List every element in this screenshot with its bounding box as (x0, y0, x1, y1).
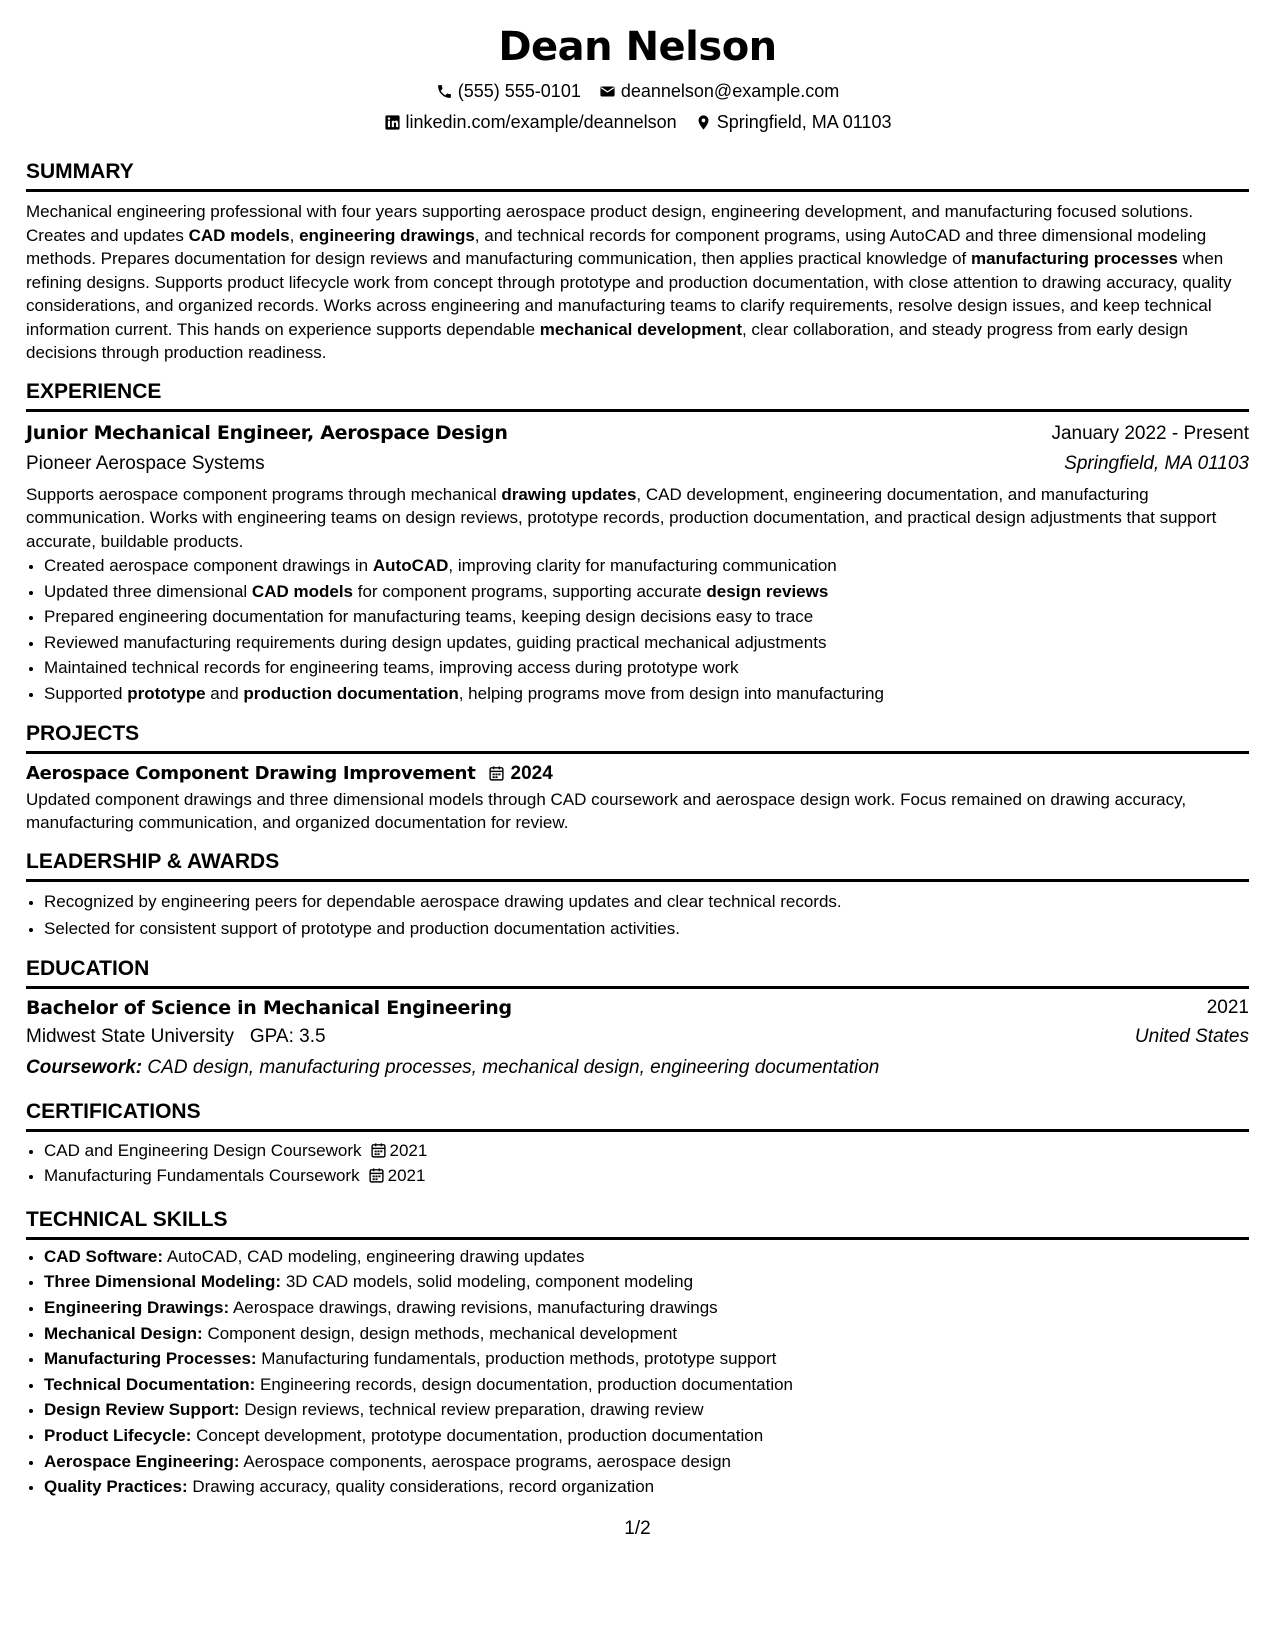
skill-label: CAD Software: (44, 1246, 164, 1266)
map-pin-icon (695, 113, 713, 131)
skill-value: Drawing accuracy, quality considerations, record organization (192, 1477, 655, 1497)
contact-phone (436, 80, 581, 102)
envelope-icon (599, 82, 617, 100)
email-link[interactable]: deannelson@example.com (620, 81, 840, 101)
list-item: • Selected for consistent support of prototype and production documentation activities. (44, 915, 1249, 942)
phone-icon (436, 82, 454, 100)
resume-content (26, 24, 1249, 1500)
list-item (44, 1163, 1249, 1189)
intro-part: Supports aerospace component programs through mechanical (26, 484, 502, 504)
list-item: • Maintained technical records for engineering teams, improving access during prototype work (44, 655, 1249, 681)
project-description: Updated component drawings and three dimensional models through CAD coursework and aerospace design work. Focus remained on drawing accuracy, manufacturing communication, and organized documentation for review. (26, 789, 1187, 833)
location-text: Springfield, MA 01103 (716, 112, 892, 132)
list-item (44, 1244, 1249, 1270)
contact-row-primary (26, 80, 1249, 102)
section-title-certifications: CERTIFICATIONS (26, 1099, 1249, 1132)
coursework (26, 1054, 1249, 1081)
job-intro (26, 483, 1249, 554)
intro-part: , CAD development, engineering documentation, and manufacturing communication. Works with engineering teams on design reviews, prototype records, production documentation, and practical design adjustments that support accurate, buildable products. (26, 484, 1217, 551)
certification-year: 2021 (389, 1140, 428, 1160)
leadership-section (26, 849, 1249, 942)
skills-section (26, 1207, 1249, 1500)
school-name: Midwest State University (26, 1025, 235, 1047)
calendar-icon (368, 1167, 385, 1184)
contact-row-secondary (26, 111, 1249, 133)
project-date (488, 763, 553, 785)
skill-label: Manufacturing Processes: (44, 1349, 257, 1369)
summary-part: , clear collaboration, and steady progress from early design decisions through production readiness. (26, 319, 1188, 362)
summary-part: , and technical records for component programs, using AutoCAD and three dimensional modeling methods. Prepares documentation for design reviews and manufacturing communication, then applies practical knowledge of (26, 225, 1207, 268)
skill-value: Aerospace drawings, drawing revisions, manufacturing drawings (232, 1297, 718, 1317)
gpa: GPA: 3.5 (249, 1025, 326, 1047)
contact-location (695, 111, 892, 133)
project-header (26, 762, 1249, 786)
section-title-leadership: LEADERSHIP & AWARDS (26, 849, 1249, 882)
projects-section (26, 721, 1249, 835)
list-item: • Recognized by engineering peers for dependable aerospace drawing updates and clear technical records. (44, 888, 1249, 915)
certification-year: 2021 (387, 1166, 426, 1186)
linkedin-icon (384, 113, 402, 131)
coursework-label: Coursework: (26, 1056, 143, 1078)
list-item (44, 1295, 1249, 1321)
list-item (44, 1321, 1249, 1347)
education-school-row (26, 1024, 1249, 1050)
skill-value: 3D CAD models, solid modeling, component modeling (285, 1272, 694, 1292)
summary-keyword: engineering drawings (299, 225, 475, 245)
intro-keyword: drawing updates (501, 484, 637, 504)
job-company: Pioneer Aerospace Systems (26, 452, 265, 474)
skill-value: Design reviews, technical review preparation, drawing review (244, 1400, 704, 1420)
certification-name: • CAD and Engineering Design Coursework (44, 1140, 362, 1160)
certification-name: • Manufacturing Fundamentals Coursework (44, 1166, 360, 1186)
project-name: Aerospace Component Drawing Improvement (26, 762, 476, 784)
skill-value: Aerospace components, aerospace programs, aerospace design (243, 1451, 731, 1471)
linkedin-link[interactable]: linkedin.com/example/deannelson (405, 112, 677, 132)
skill-value: Manufacturing fundamentals, production methods, prototype support (261, 1349, 777, 1369)
school-info (26, 1024, 326, 1050)
list-item: • Created aerospace component drawings in AutoCAD, improving clarity for manufacturing communication (44, 553, 1249, 579)
project-year: 2024 (510, 762, 553, 784)
degree-name: Bachelor of Science in Mechanical Engineering (26, 996, 512, 1019)
summary-section (26, 159, 1249, 365)
summary-text (26, 200, 1249, 365)
candidate-name: Dean Nelson (498, 24, 777, 70)
certification-date (370, 1138, 428, 1164)
skill-label: Design Review Support: (44, 1400, 240, 1420)
certifications-list (26, 1138, 1249, 1189)
job-title: Junior Mechanical Engineer, Aerospace Design (26, 421, 508, 444)
list-item (44, 1346, 1249, 1372)
calendar-icon (488, 765, 505, 782)
list-item (44, 1372, 1249, 1398)
skill-label: Quality Practices: (44, 1477, 188, 1497)
section-title-experience: EXPERIENCE (26, 379, 1249, 412)
education-degree-row (26, 995, 1249, 1021)
skill-value: AutoCAD, CAD modeling, engineering drawing updates (166, 1246, 585, 1266)
page-number: 1/2 (624, 1518, 651, 1539)
skill-label: Mechanical Design: (44, 1323, 203, 1343)
list-item (44, 1269, 1249, 1295)
list-item: • Supported prototype and production documentation, helping programs move from design into manufacturing (44, 681, 1249, 707)
certifications-section (26, 1099, 1249, 1189)
experience-section (26, 379, 1249, 707)
summary-part: , (289, 225, 300, 245)
skill-value: Component design, design methods, mechanical development (207, 1323, 678, 1343)
skill-label: Aerospace Engineering: (44, 1451, 240, 1471)
summary-keyword: mechanical development (539, 319, 742, 339)
skill-label: Technical Documentation: (44, 1374, 256, 1394)
list-item (44, 1449, 1249, 1475)
skills-list (26, 1244, 1249, 1500)
contact-email (599, 80, 839, 102)
summary-keyword: manufacturing processes (970, 249, 1178, 268)
skill-value: Engineering records, design documentation, production documentation (260, 1374, 794, 1394)
calendar-icon (370, 1142, 387, 1159)
leadership-list (26, 888, 1249, 942)
phone-text: (555) 555-0101 (457, 81, 581, 101)
job-header (26, 420, 1249, 447)
summary-part: when refining designs. Supports product lifecycle work from concept through prototype and production documentation, with close attention to drawing accuracy, quality considerations, and organized records. Works across engineering and manufacturing teams to clarify requirements, resolve design issues, and keep technical information current. This hands on experience supports dependable (26, 249, 1232, 339)
section-title-summary: SUMMARY (26, 159, 1249, 192)
degree-year: 2021 (1206, 996, 1249, 1018)
job-location: Springfield, MA 01103 (1064, 452, 1249, 474)
coursework-list: CAD design, manufacturing processes, mechanical design, engineering documentation (147, 1056, 880, 1078)
summary-keyword: CAD models (188, 225, 290, 245)
school-location: United States (1134, 1025, 1249, 1047)
job-bullets (26, 553, 1249, 707)
section-title-skills: TECHNICAL SKILLS (26, 1207, 1249, 1240)
list-item (44, 1423, 1249, 1449)
job-subheader (26, 451, 1249, 477)
job-dates: January 2022 - Present (1051, 422, 1249, 444)
summary-part: Mechanical engineering professional with four years supporting aerospace product design, engineering development, and manufacturing focused solutions. Creates and updates (26, 202, 1194, 245)
skill-label: Engineering Drawings: (44, 1297, 230, 1317)
skill-label: Three Dimensional Modeling: (44, 1272, 282, 1292)
education-section (26, 956, 1249, 1081)
contact-linkedin (384, 111, 677, 133)
list-item (44, 1474, 1249, 1500)
section-title-education: EDUCATION (26, 956, 1249, 989)
certification-date (368, 1163, 426, 1189)
list-item (44, 1138, 1249, 1164)
section-title-projects: PROJECTS (26, 721, 1249, 754)
skill-value: Concept development, prototype documentation, production documentation (196, 1425, 764, 1445)
list-item: • Prepared engineering documentation for manufacturing teams, keeping design decisions easy to trace (44, 604, 1249, 630)
list-item: • Updated three dimensional CAD models for component programs, supporting accurate design reviews (44, 579, 1249, 605)
skill-label: Product Lifecycle: (44, 1425, 192, 1445)
list-item: • Reviewed manufacturing requirements during design updates, guiding practical mechanical adjustments (44, 630, 1249, 656)
list-item (44, 1397, 1249, 1423)
